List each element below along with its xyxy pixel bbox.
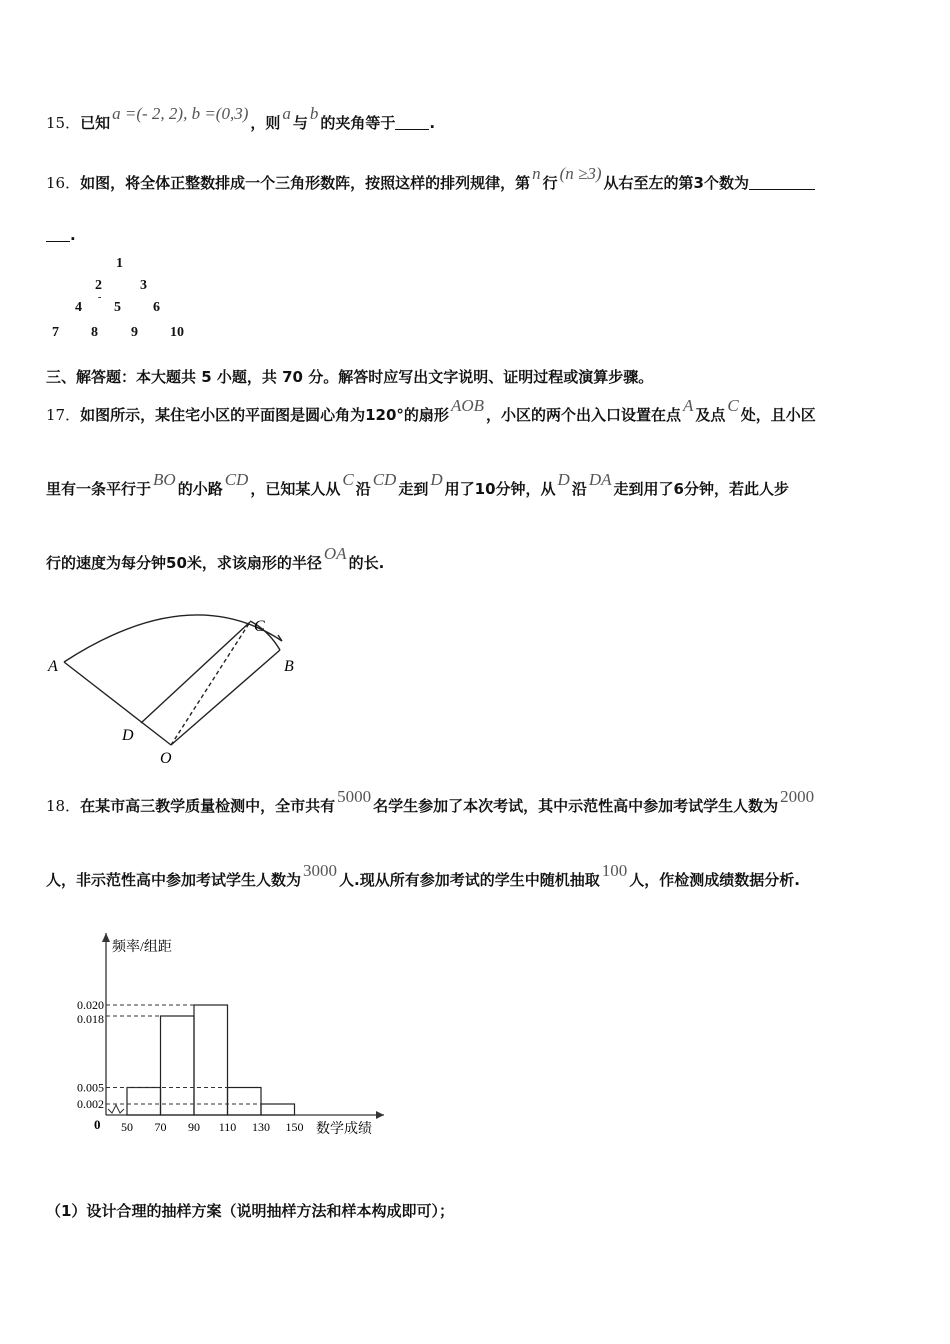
y-tick-label: 0.005 — [77, 1080, 104, 1095]
q17-text: ，小区的两个出入口设置在点 — [485, 406, 681, 424]
q15-vectors-formula: a =(- 2, 2), b =(0,3) — [112, 104, 249, 123]
q16-text: 个数为 — [703, 174, 749, 192]
q15-text: 与 — [292, 114, 308, 132]
sector-symbol: AOB — [450, 396, 484, 415]
x-tick-label: 130 — [252, 1120, 270, 1134]
q17-text: 沿 — [571, 480, 587, 498]
vector-a-symbol: a — [282, 104, 291, 123]
q18-number: 18． — [46, 797, 81, 815]
n-symbol: n — [532, 164, 541, 183]
q17-line-2 — [46, 470, 789, 499]
q15-text: . — [429, 114, 436, 132]
segment-ob — [171, 650, 280, 745]
q18-line-2 — [46, 861, 800, 890]
histogram-bar — [228, 1088, 262, 1116]
segment-ad — [64, 662, 171, 745]
q16-text: 如图，将全体正整数排成一个三角形数阵，按照这样的排列规律，第 — [80, 174, 531, 192]
y-axis-label: 频率/组距 — [112, 940, 172, 955]
q17-text: 分钟，从 — [495, 480, 556, 498]
triangle-number: 3 — [140, 278, 147, 293]
point-c-symbol: C — [727, 396, 739, 415]
y-axis-arrow — [102, 933, 110, 942]
q17-text: 行的速度为每分钟 — [46, 554, 167, 572]
q15-text: ，则 — [250, 114, 281, 132]
point-c-symbol: C — [342, 470, 354, 489]
triangle-number: 1 — [116, 256, 123, 271]
triangle-number: 4 — [75, 300, 82, 315]
histogram-bar — [261, 1104, 295, 1115]
q16-line-2 — [46, 225, 76, 245]
q17-text: 处，且小区 — [740, 406, 816, 424]
dash-mark: - — [98, 292, 102, 303]
q17-number: 17． — [46, 406, 81, 424]
point-d-symbol: D — [430, 470, 443, 489]
q18-sub1: （1）设计合理的抽样方案（说明抽样方法和样本构成即可）； — [46, 1202, 454, 1220]
histogram-bar — [127, 1088, 161, 1116]
label-b: B — [284, 658, 294, 675]
x-tick-label: 50 — [121, 1120, 133, 1134]
point-d-symbol: D — [557, 470, 570, 489]
answer-blank — [46, 227, 70, 242]
q18-text: 人，非示范性高中参加考试学生人数为 — [46, 871, 302, 889]
point-a-symbol: A — [683, 396, 694, 415]
n-condition-formula: (n ≥3) — [559, 164, 602, 183]
segment-bo-symbol: BO — [153, 470, 176, 489]
origin-label: 0 — [94, 1117, 101, 1132]
q17-text: 的小路 — [177, 480, 223, 498]
q17-text: 如图所示，某住宅小区的平面图是圆心角为 — [80, 406, 366, 424]
q17-text: 的扇形 — [403, 406, 449, 424]
q18-text: 人，作检测成绩数据分析. — [629, 871, 800, 889]
answer-blank — [749, 175, 815, 190]
triangle-number: 10 — [170, 325, 184, 340]
triangle-number: 5 — [114, 300, 121, 315]
q16-text: 从右至左的第 — [603, 174, 694, 192]
label-a: A — [48, 658, 58, 675]
y-tick-label: 0.018 — [77, 1012, 104, 1026]
q17-text: 走到 — [398, 480, 429, 498]
q17-text: 6 — [673, 480, 684, 498]
q16-text: 行 — [542, 174, 558, 192]
x-tick-label: 90 — [188, 1120, 200, 1134]
segment-da-symbol: DA — [588, 470, 612, 489]
q17-text: 的长. — [348, 554, 385, 572]
q16-text: 3 — [693, 174, 704, 192]
number-2000: 2000 — [780, 787, 815, 806]
frequency-histogram — [44, 925, 404, 1140]
label-o: O — [160, 750, 172, 767]
y-tick-label: 0.020 — [77, 998, 104, 1012]
segment-cd-symbol: CD — [372, 470, 397, 489]
q16-line — [46, 164, 815, 193]
q18-text: 人.现从所有参加考试的学生中随机抽取 — [339, 871, 600, 889]
label-c: C — [254, 618, 265, 635]
x-axis-label: 数学成绩 — [316, 1122, 372, 1137]
q17-text: 米，求该扇形的半径 — [186, 554, 322, 572]
y-tick-label: 0.002 — [77, 1097, 104, 1111]
x-axis-arrow — [376, 1111, 384, 1119]
triangle-number: 8 — [91, 325, 98, 340]
label-d: D — [122, 727, 134, 744]
x-tick-label: 150 — [285, 1120, 304, 1134]
x-tick-label: 110 — [218, 1120, 237, 1134]
q17-text: 走到用了 — [613, 480, 674, 498]
number-3000: 3000 — [303, 861, 338, 880]
x-tick-label: 70 — [154, 1120, 167, 1134]
q17-text: 50 — [166, 554, 187, 572]
segment-cd-symbol: CD — [224, 470, 249, 489]
triangle-number: 9 — [131, 325, 138, 340]
q16-number: 16． — [46, 174, 81, 192]
q18-text: 在某市高三教学质量检测中，全市共有 — [80, 797, 336, 815]
triangle-number: 2 — [95, 278, 102, 293]
q17-line-3 — [46, 544, 385, 573]
section-heading: 三、解答题：本大题共 5 小题，共 70 分。解答时应写出文字说明、证明过程或演算步骤。 — [46, 368, 654, 386]
q17-text: 及点 — [695, 406, 726, 424]
q16-text: . — [70, 226, 76, 244]
triangle-number: 7 — [52, 325, 59, 340]
q15-text: 的夹角等于 — [320, 114, 396, 132]
number-100: 100 — [601, 861, 628, 880]
q17-text: 分钟，若此人步 — [683, 480, 789, 498]
q15-text: 已知 — [80, 114, 111, 132]
q15-number: 15． — [46, 114, 81, 132]
q17-text: 里有一条平行于 — [46, 480, 152, 498]
q18-text: 名学生参加了本次考试，其中示范性高中参加考试学生人数为 — [373, 797, 779, 815]
q17-text: 用了 — [444, 480, 475, 498]
vector-b-symbol: b — [309, 104, 319, 123]
histogram-bar — [194, 1005, 228, 1115]
q17-text: 120° — [365, 406, 404, 424]
axis-break — [108, 1105, 124, 1113]
q18-line-1 — [46, 787, 816, 816]
q17-line-1 — [46, 396, 816, 425]
histogram-bar — [161, 1016, 195, 1115]
sector-figure — [40, 605, 320, 775]
answer-blank — [395, 115, 429, 130]
triangle-number: 6 — [153, 300, 160, 315]
number-5000: 5000 — [337, 787, 372, 806]
q17-text: ，已知某人从 — [250, 480, 341, 498]
q17-text: 10 — [474, 480, 496, 498]
segment-oa-symbol: OA — [323, 544, 347, 563]
q17-text: 沿 — [355, 480, 371, 498]
q15-line — [46, 104, 436, 133]
